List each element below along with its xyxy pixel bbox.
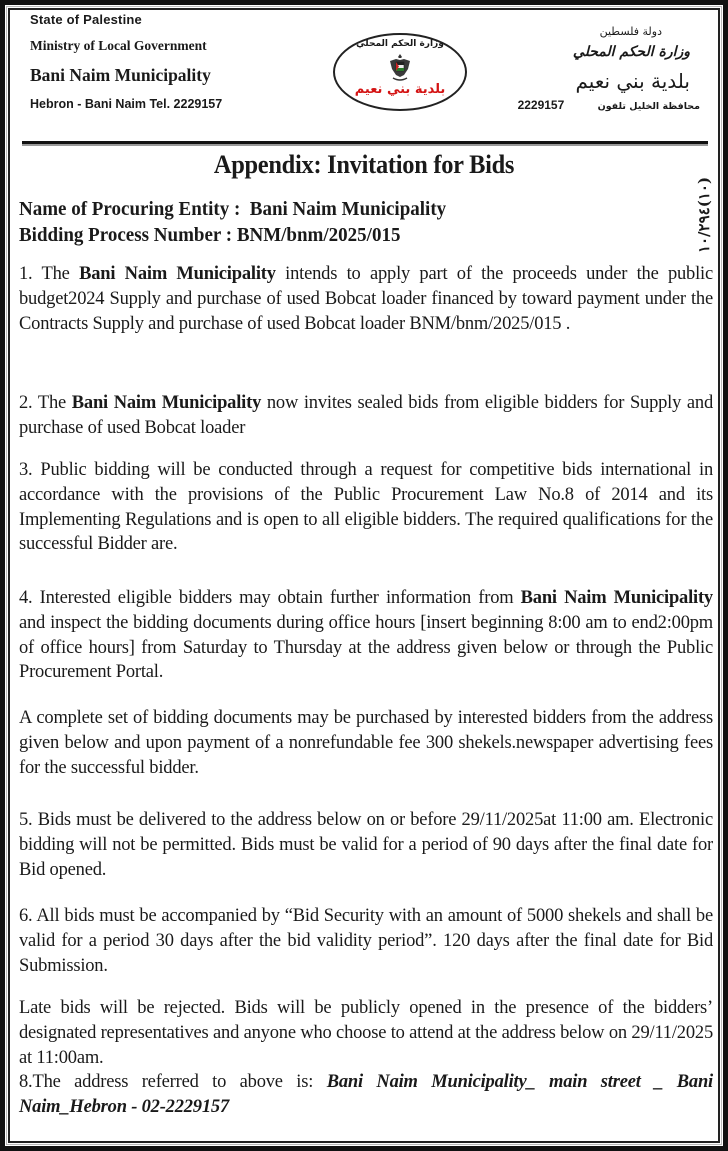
paragraph-2-entity: Bani Naim Municipality	[71, 393, 262, 413]
paragraph-late-bids-text: Late bids will be rejected. Bids will be publicly opened in the presence of the bidders’ designated representatives and anyone who choose to attend at the address below on 29/11/2025 at 11:00am.	[19, 998, 713, 1068]
logo-ministry-text: وزارة الحكم المحلي	[356, 39, 444, 49]
paragraph-4-text: and inspect the bidding documents during office hours [insert beginning 8:00 am to end2:00pm of office hours] from Saturday to Thursday at the address given below or through the Public Procurement Portal.	[19, 612, 713, 683]
paragraph-5-text: 5. Bids must be delivered to the address below on or before 29/11/2025at 11:00 am. Electronic bidding will not be permitted. Bids must be valid for a period of 90 days after the final date for Bid opened.	[19, 810, 713, 880]
paragraph-4	[19, 586, 713, 685]
address-text: Bani Naim Municipality_ main street _ Bani Naim_Hebron - 02-2229157	[19, 1072, 713, 1117]
logo-municipality-text: بلدية بني نعيم	[354, 82, 446, 97]
header-ministry: Ministry of Local Government	[30, 38, 207, 53]
bidding-process-line	[19, 222, 446, 248]
paragraph-3	[19, 458, 713, 557]
paragraph-2-text: now invites sealed bids from eligible bidders for Supply and purchase of used Bobcat loader	[19, 393, 714, 438]
paragraph-1	[19, 262, 713, 336]
paragraph-documents-purchase	[19, 706, 713, 780]
paragraph-8-address	[19, 1070, 713, 1120]
page-title: Appendix: Invitation for Bids	[213, 150, 515, 179]
header-municipality: Bani Naim Municipality	[30, 65, 211, 85]
paragraph-1-entity: Bani Naim Municipality	[79, 264, 276, 284]
paragraph-2-prefix: 2. The	[19, 393, 72, 413]
header-state: State of Palestine	[30, 12, 142, 27]
header-divider	[22, 141, 708, 146]
paragraph-late-bids	[19, 996, 713, 1070]
paragraph-6-text: 6. All bids must be accompanied by “Bid Security with an amount of 5000 shekels and shall be valid for a period 30 days after the bid validity period”. 120 days after the final date for Bid Submission.	[19, 906, 713, 976]
municipality-logo	[333, 33, 467, 111]
procurement-info	[19, 196, 446, 248]
paragraph-4-entity: Bani Naim Municipality	[520, 588, 713, 608]
paragraph-8-prefix: 8.The address referred to above is:	[19, 1072, 327, 1092]
header-contact-number: 2229157	[517, 98, 565, 112]
paragraph-1-prefix: 1. The	[19, 264, 80, 284]
paragraph-3-text: 3. Public bidding will be conducted through a request for competitive bids international in accordance with the provisions of the Public Procurement Law No.8 of 2014 and its Implementing Regulations and is open to all eligible bidders. The required qualifications for the successful Bidder are.	[19, 460, 713, 555]
paragraph-documents-purchase-text: A complete set of bidding documents may be purchased by interested bidders from the address given below and upon payment of a nonrefundable fee 300 shekels.newspaper advertising fees for the successful bidder.	[19, 708, 713, 778]
paragraph-5	[19, 808, 713, 882]
paragraph-6	[19, 904, 713, 978]
header-contact-label-arabic: محافظة الخليل تلفون	[597, 101, 700, 112]
header-english-block	[30, 10, 310, 117]
procuring-entity-label: Name of Procuring Entity :	[19, 198, 241, 220]
paragraph-2	[19, 391, 713, 441]
eagle-emblem-icon	[388, 53, 412, 83]
header-ministry-arabic: وزارة الحكم المحلي	[572, 44, 690, 60]
header-contact-arabic	[500, 98, 700, 112]
bidding-process-label: Bidding Process Number :	[19, 224, 233, 246]
procuring-entity-line	[19, 196, 446, 222]
side-reference-text: (١٠)١٠/٢٩٤	[695, 176, 713, 254]
paragraph-4-prefix: 4. Interested eligible bidders may obtain further information from	[19, 588, 521, 608]
header-state-arabic: دولة فلسطين	[599, 25, 662, 38]
header-municipality-arabic: بلدية بني نعيم	[575, 69, 690, 93]
procuring-entity-value: Bani Naim Municipality	[249, 198, 447, 220]
bidding-process-value: BNM/bnm/2025/015	[236, 224, 401, 246]
header-arabic-block	[500, 24, 700, 112]
header-contact: Hebron - Bani Naim Tel. 2229157	[30, 97, 223, 111]
paragraph-1-text: intends to apply part of the proceeds under the public budget2024 Supply and purchase of used Bobcat loader financed by toward payment under the Contracts Supply and purchase of used Bobcat loader BNM/bnm/2025/015 .	[19, 264, 713, 334]
